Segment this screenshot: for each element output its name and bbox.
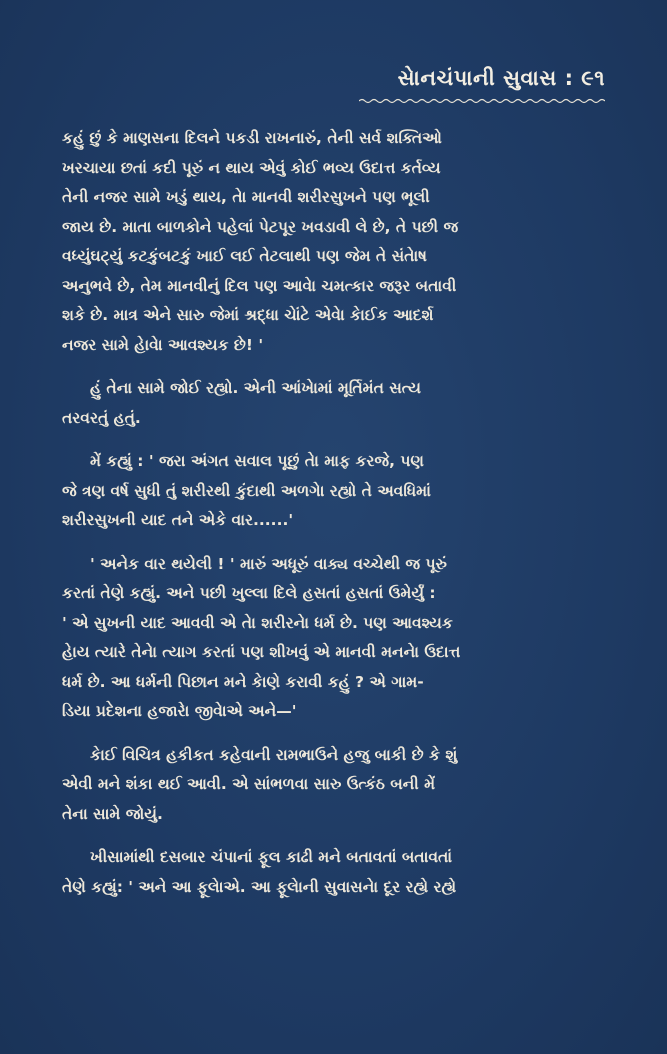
text-line: તરવરતું હતું.	[62, 408, 141, 427]
running-header: સેાનચંપાની સુવાસ : ૯૧	[397, 66, 605, 90]
text-line: ' અનેક વાર થયેલી ! ' મારું અધૂરું વાક્ય વચ્ચેથી જ પૂરું	[90, 554, 447, 573]
text-line: મેં કહ્યું : ' જરા અંગત સવાલ પૂછું તેા માફ કરજે, પણ	[90, 452, 424, 470]
text-line: શરીરસુખની યાદ તને એકે વાર......'	[62, 511, 294, 529]
text-line: હેાય ત્યારે તેનેા ત્યાગ કરતાં પણ શીખવું એ માનવી મનનેા ઉદાત્ત	[62, 643, 461, 661]
text-line: શકે છે. માત્ર એને સારુ જેમાં શ્રદ્ધા ચેાંટે એવેા કેાઈક આદર્શ	[62, 306, 434, 324]
text-line: હું તેના સામે જોઈ રહ્યો. એની આંખેામાં મૂર્તિમંત સત્ય	[90, 379, 421, 397]
text-line: કહું છું કે માણસના દિલને પકડી રાખનારું, તેની સર્વ શક્તિઓ	[62, 129, 442, 147]
text-line: એવી મને શંકા થઈ આવી. એ સાંભળવા સારુ ઉત્કંઠ બની મેં	[62, 775, 436, 793]
paragraph-2	[62, 374, 614, 433]
text-line: જાય છે. માતા બાળકોને પહેલાં પેટપૂર ખવડાવી લે છે, તે પછી જ	[62, 217, 459, 236]
body-text	[62, 124, 614, 916]
text-line: વધ્યુંઘટ્યું કટકુંબટકું ખાઈ લઈ તેટલાથી પણ જેમ તે સંતેાષ	[62, 247, 427, 265]
text-line: ' એ સુખની યાદ આવવી એ તેા શરીરનેા ધર્મ છે. પણ આવશ્યક	[62, 613, 453, 632]
paragraph-5	[62, 741, 614, 830]
paragraph-1	[62, 124, 614, 360]
text-line: ધર્મ છે. આ ધર્મની પિછાન મને કેાણે કરાવી કહું ? એ ગામ-	[62, 672, 424, 691]
text-line: ખીસામાંથી દસબાર ચંપાનાં ફૂલ કાઢી મને બતાવતાં બતાવતાં	[90, 848, 453, 866]
text-line: તેના સામે જોયું.	[62, 804, 163, 823]
text-line: નજર સામે હેાવેા આવશ્યક છે! '	[62, 335, 264, 354]
text-line: ડિયા પ્રદેશના હજારેા જીવેાએ અને—'	[62, 702, 297, 720]
text-line: અનુભવે છે, તેમ માનવીનું દિલ પણ આવેા ચમત્કાર જરૂર બતાવી	[62, 276, 457, 295]
text-line: તેણે કહ્યું: ' અને આ ફૂલેાએ. આ ફૂલેાની સુવાસનેા દૂર રહ્યે રહ્યે	[62, 877, 457, 896]
text-line: જે ત્રણ વર્ષ સુધી તું શરીરથી કુંદાથી અળગેા રહ્યો તે અવધિમાં	[62, 481, 431, 500]
text-line: કેાઈ વિચિત્ર હકીકત કહેવાની રામભાઉને હજુ બાકી છે કે શું	[90, 745, 458, 764]
paragraph-4	[62, 550, 614, 727]
paragraph-3	[62, 447, 614, 536]
text-line: તેની નજર સામે ખડું થાય, તેા માનવી શરીરસુખને પણ ભૂલી	[62, 188, 430, 206]
text-line: ખરચાયા છતાં કદી પૂરું ન થાય એવું કોઈ ભવ્ય ઉદાત્ત કર્તવ્ય	[62, 158, 441, 177]
text-line: કરતાં તેણે કહ્યું. અને પછી ખુલ્લા દિલે હસતાં હસતાં ઉમેર્યું :	[62, 584, 436, 602]
paragraph-6	[62, 843, 614, 902]
decorative-wavy-rule	[359, 98, 605, 104]
